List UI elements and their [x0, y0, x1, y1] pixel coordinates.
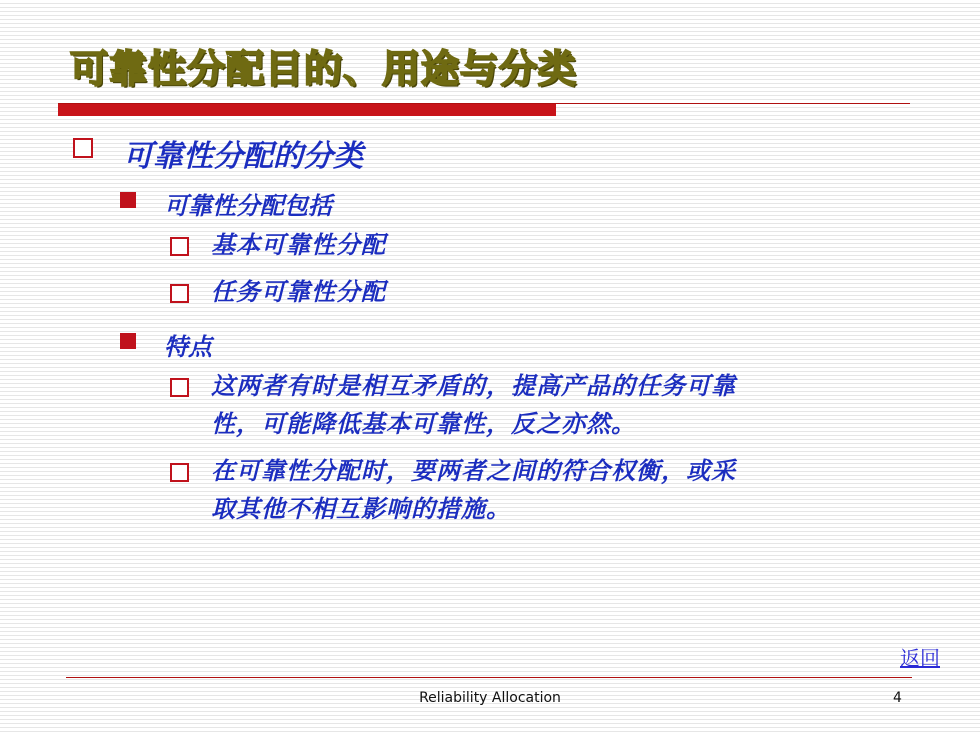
hollow-square-bullet-icon [170, 378, 189, 397]
return-link[interactable]: 返回 [900, 648, 940, 670]
sub-bullet-item [170, 458, 901, 528]
sub-bullet-text: 基本可靠性分配 [211, 230, 386, 259]
hollow-square-bullet-icon [170, 237, 189, 256]
hollow-square-bullet-icon [170, 284, 189, 303]
filled-square-bullet-icon [120, 333, 136, 349]
sub-bullet-text: 这两者有时是相互矛盾的，提高产品的任务可靠 性，可能降低基本可靠性，反之亦然。 [211, 371, 736, 438]
hollow-square-bullet-icon [170, 463, 189, 482]
bullet-text: 可靠性分配包括 [164, 191, 332, 220]
footer-title: Reliability Allocation [419, 690, 561, 706]
heading-bullet [73, 131, 363, 175]
bullet-text: 特点 [164, 332, 212, 361]
filled-square-bullet-icon [120, 192, 136, 208]
slide-title: 可靠性分配目的、用途与分类 [70, 47, 578, 91]
bullet-item [120, 327, 212, 362]
title-accent-bar [58, 104, 556, 116]
bullet-item [120, 186, 332, 221]
sub-bullet-item [170, 232, 386, 264]
heading-text: 可靠性分配的分类 [123, 139, 363, 174]
sub-bullet-item [170, 373, 901, 443]
page-number: 4 [893, 690, 902, 706]
sub-bullet-text: 在可靠性分配时，要两者之间的符合权衡，或采 取其他不相互影响的措施。 [211, 456, 736, 523]
hollow-square-bullet-icon [73, 138, 93, 158]
footer-divider [66, 677, 912, 678]
sub-bullet-item [170, 279, 386, 311]
sub-bullet-text: 任务可靠性分配 [211, 277, 386, 306]
